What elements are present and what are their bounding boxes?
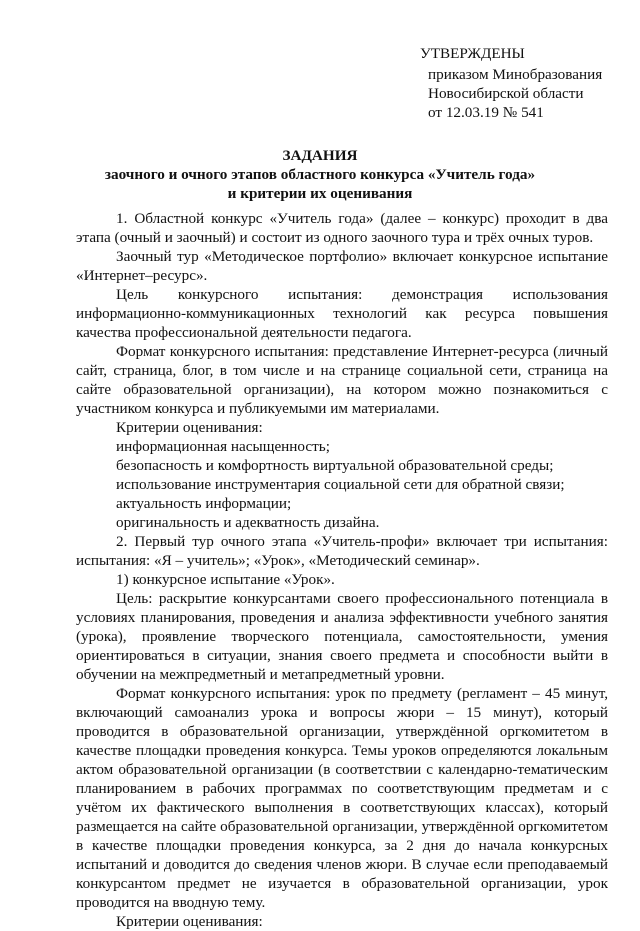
criteria-item: безопасность и комфортность виртуальной образовательной среды; bbox=[116, 457, 554, 474]
paragraph-7: Цель: раскрытие конкурсантами своего профессионального потенциала в условиях планирования, проведения и анализа эффективности учебного занятия (урока), проявление творческого потенциала, самостоятельности, умения ориентироваться в ситуации, знания своего предмета и способности выйти в обучении на межпредметный и метапредметный уровни. bbox=[76, 590, 608, 683]
approval-order: приказом Минобразования bbox=[428, 66, 603, 83]
heading-subtitle-2: и критерии их оценивания bbox=[227, 185, 413, 202]
paragraph-4: Формат конкурсного испытания: представление Интернет-ресурса (личный сайт, страница, блог, в том числе и на странице социальной сети, страница на сайте образовательной организации), на котором можно познакомиться с участником конкурса и публикуемыми им материалами. bbox=[76, 343, 608, 417]
criteria-title-2: Критерии оценивания: bbox=[116, 913, 263, 930]
criteria-title-1: Критерии оценивания: bbox=[116, 419, 263, 436]
paragraph-2: Заочный тур «Методическое портфолио» включает конкурсное испытание «Интернет–ресурс». bbox=[76, 248, 608, 284]
paragraph-3-first-line: Цель конкурсного испытания: демонстрация использования bbox=[116, 286, 608, 303]
document-body bbox=[76, 209, 608, 931]
criteria-item: оригинальность и адекватность дизайна. bbox=[116, 514, 380, 531]
approval-title: УТВЕРЖДЕНЫ bbox=[420, 45, 525, 62]
paragraph-3-rest: информационно-коммуникационных технологий как ресурса повышения качества профессиональной деятельности педагога. bbox=[76, 305, 608, 341]
paragraph-8: Формат конкурсного испытания: урок по предмету (регламент – 45 минут, включающий самоанализ урока и вопросы жюри – 15 минут), который проводится в образовательной организации, утверждённой оргкомитетом в качестве площадки проведения конкурса. Темы уроков определяются локальным актом образовательной организации (в соответствии с календарно-тематическим планированием в рабочих программах по соответствующим предметам и с учётом их фактического выполнения в соответствующих классах), который размещается на сайте образовательной организации, утверждённой оргкомитетом в качестве площадки проведения конкурса, за 2 дня до начала конкурсных испытаний и доводится до сведения членов жюри. В случае если преподаваемый конкурсантом предмет не изучается в образовательной организации, урок проводится на вводную тему. bbox=[76, 685, 608, 911]
paragraph-1: 1. Областной конкурс «Учитель года» (далее – конкурс) проходит в два этапа (очный и заочный) и состоит из одного заочного тура и трёх очных туров. bbox=[76, 210, 608, 246]
heading-subtitle: заочного и очного этапов областного конкурса «Учитель года» bbox=[104, 166, 536, 183]
criteria-item: информационная насыщенность; bbox=[116, 438, 330, 455]
paragraph-5: 2. Первый тур очного этапа «Учитель-профи» включает три испытания: испытания: «Я – учитель»; «Урок», «Методический семинар». bbox=[76, 533, 608, 569]
heading-title: ЗАДАНИЯ bbox=[282, 147, 358, 164]
criteria-item: использование инструментария социальной сети для обратной связи; bbox=[116, 476, 565, 493]
approval-date: от 12.03.19 № 541 bbox=[428, 104, 544, 121]
document-heading bbox=[80, 146, 560, 203]
criteria-item: актуальность информации; bbox=[116, 495, 292, 512]
approval-block bbox=[420, 44, 628, 122]
paragraph-6: 1) конкурсное испытание «Урок». bbox=[116, 571, 335, 588]
approval-region: Новосибирской области bbox=[428, 85, 584, 102]
